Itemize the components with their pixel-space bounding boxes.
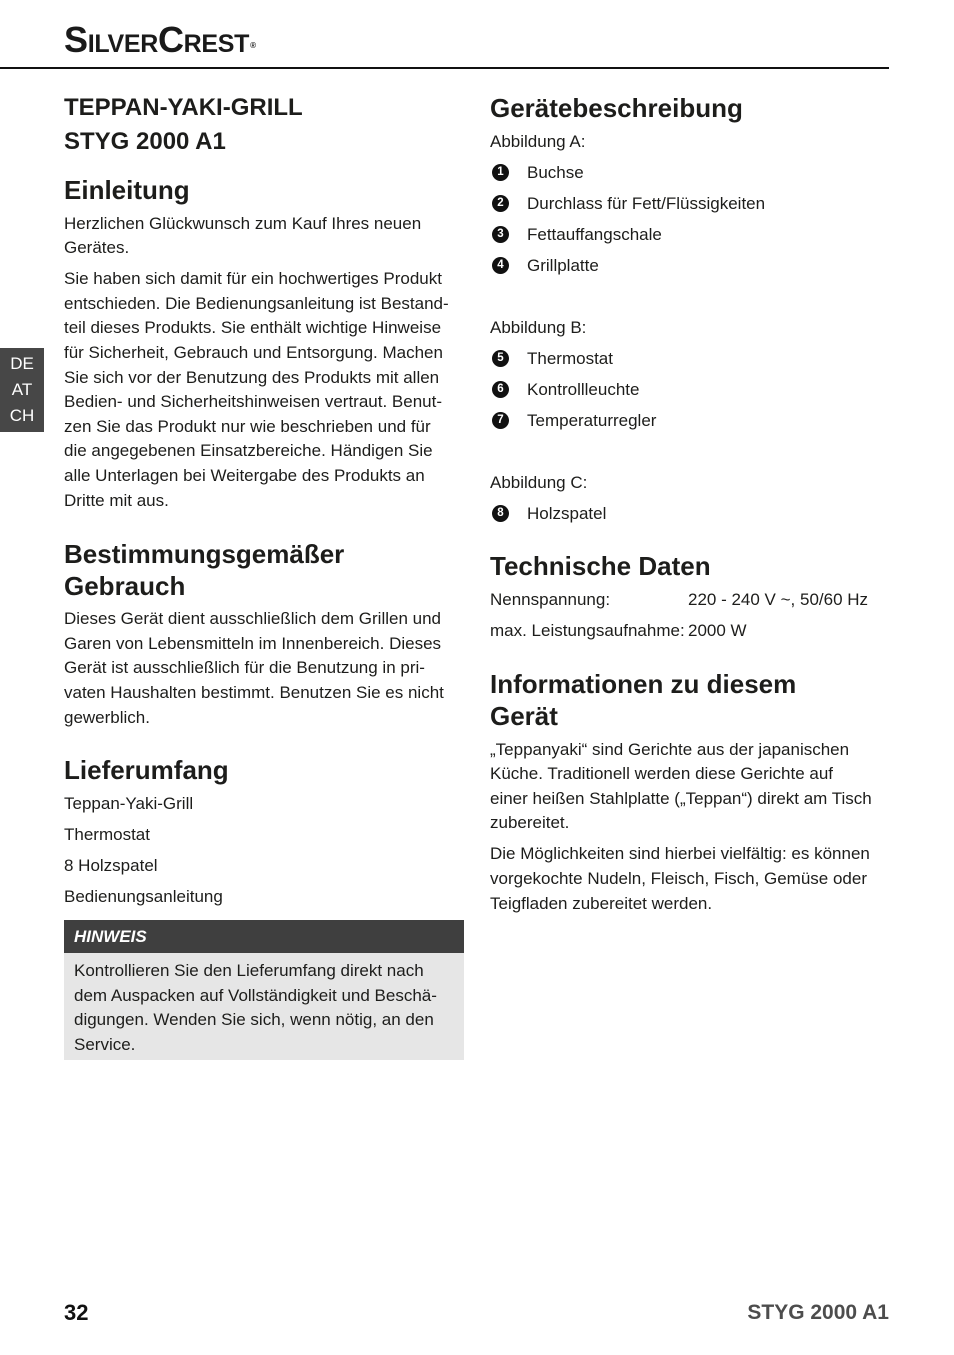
text-line: Sie sich vor der Benutzung des Produkts mit allen <box>64 367 440 387</box>
text-line: gewerblich. <box>64 707 150 727</box>
section-lieferumfang <box>64 754 464 1060</box>
delivery-item: Bedienungsanleitung <box>64 887 223 907</box>
info-paragraph <box>490 738 889 836</box>
delivery-item: Teppan-Yaki-Grill <box>64 794 194 814</box>
number-circle-icon: 8 <box>492 505 509 522</box>
spec-value: 2000 W <box>688 621 747 641</box>
text-line: vorgekochte Nudeln, Fleisch, Fisch, Gemüse oder <box>490 869 868 889</box>
part-name: Holzspatel <box>527 503 607 523</box>
number-circle-icon: 2 <box>492 195 509 212</box>
number-circle-icon: 3 <box>492 226 509 243</box>
part-name: Grillplatte <box>527 255 599 275</box>
part-name: Buchse <box>527 162 584 182</box>
section-bestimmungsgemaesser-gebrauch <box>64 538 464 731</box>
text-line: Teigfladen zubereitet werden. <box>490 893 713 913</box>
text-line: Die Möglichkeiten sind hierbei vielfältig: es können <box>490 844 870 864</box>
note-title: HINWEIS <box>64 920 464 953</box>
text-line: Garen von Lebensmitteln im Innenbereich. Dieses <box>64 633 442 653</box>
intended-use-paragraph <box>64 607 464 730</box>
text-line: vaten Haushalten bestimmt. Benutzen Sie es nicht <box>64 682 444 702</box>
figure-label: Abbildung B: <box>490 317 587 337</box>
note-text <box>64 953 464 1060</box>
heading-line: Gerät <box>490 700 558 731</box>
intro-paragraph <box>64 267 464 513</box>
part-name: Fettauffangschale <box>527 224 662 244</box>
number-circle-icon: 1 <box>492 164 509 181</box>
text-line: Herzlichen Glückwunsch zum Kauf Ihres neuen <box>64 213 422 233</box>
part-item <box>490 192 889 217</box>
section-heading: Lieferumfang <box>64 755 229 786</box>
right-column <box>490 92 889 923</box>
text-line: die angegebenen Einsatzbereiche. Händigen Sie <box>64 441 433 461</box>
number-circle-icon: 7 <box>492 412 509 429</box>
text-line: Gerätes. <box>64 238 130 258</box>
footer-model-name: STYG 2000 A1 <box>747 1301 889 1324</box>
intro-paragraph <box>64 212 464 261</box>
section-geraetebeschreibung <box>490 92 889 526</box>
part-item <box>490 223 889 248</box>
text-line: Kontrollieren Sie den Lieferumfang direkt nach <box>74 961 424 981</box>
spec-row-power <box>490 619 889 644</box>
text-line: Bedien- und Sicherheitshinweisen vertraut. Benut- <box>64 392 442 412</box>
part-item <box>490 502 889 527</box>
spec-label: Nennspannung: <box>490 590 611 610</box>
text-line: Dritte mit aus. <box>64 490 169 510</box>
delivery-item: Thermostat <box>64 825 150 845</box>
spec-value: 220 - 240 V ~, 50/60 Hz <box>688 590 869 610</box>
text-line: teil dieses Produkts. Sie enthält wichtige Hinweise <box>64 318 442 338</box>
part-item <box>490 161 889 186</box>
text-line: Küche. Traditionell werden diese Gerichte auf <box>490 764 834 784</box>
text-line: für Sicherheit, Gebrauch und Entsorgung. Machen <box>64 343 443 363</box>
text-line: Service. <box>74 1034 136 1054</box>
language-code-at: AT <box>11 380 33 399</box>
section-heading <box>490 668 889 732</box>
header-rule <box>0 67 889 69</box>
number-circle-icon: 6 <box>492 381 509 398</box>
text-line: alle Unterlagen bei Weitergabe des Produkts an <box>64 466 425 486</box>
text-line: zubereitet. <box>490 813 570 833</box>
language-code-de: DE <box>10 354 34 373</box>
text-line: einer heißen Stahlplatte („Teppan“) direkt am Tisch <box>490 788 872 808</box>
part-item <box>490 254 889 279</box>
section-heading: Einleitung <box>64 175 190 205</box>
page-number: 32 <box>64 1300 89 1325</box>
text-line: dem Auspacken auf Vollständigkeit und Beschä- <box>74 985 437 1005</box>
part-item <box>490 378 889 403</box>
heading-line: Gebrauch <box>64 570 186 601</box>
heading-line: Bestimmungsgemäßer <box>64 538 345 569</box>
section-informationen <box>490 668 889 916</box>
text-line: zen Sie das Produkt nur wie beschrieben und für <box>64 416 431 436</box>
text-line: digungen. Wenden Sie sich, wenn nötig, an den <box>74 1010 434 1030</box>
part-name: Thermostat <box>527 348 613 368</box>
logo-wordmark: SilverCrest <box>64 19 250 60</box>
note-box <box>64 920 464 1060</box>
title-line: STYG 2000 A1 <box>64 128 226 155</box>
part-item <box>490 409 889 434</box>
figure-label: Abbildung A: <box>490 131 586 151</box>
text-line: „Teppanyaki“ sind Gerichte aus der japanischen <box>490 739 850 759</box>
spec-row-voltage <box>490 588 889 613</box>
number-circle-icon: 5 <box>492 350 509 367</box>
language-tab <box>0 348 44 432</box>
section-heading <box>64 538 464 602</box>
section-technische-daten <box>490 550 889 643</box>
part-item <box>490 347 889 372</box>
registered-trademark-mark: ® <box>250 41 256 50</box>
number-circle-icon: 4 <box>492 257 509 274</box>
brand-logo <box>64 19 256 60</box>
title-line: TEPPAN-YAKI-GRILL <box>64 94 303 121</box>
text-line: Sie haben sich damit für ein hochwertiges Produkt <box>64 269 442 289</box>
spec-label: max. Leistungsaufnahme: <box>490 621 685 641</box>
part-name: Kontrollleuchte <box>527 379 640 399</box>
heading-line: Informationen zu diesem <box>490 668 797 699</box>
left-column <box>64 91 464 1060</box>
info-paragraph <box>490 842 889 916</box>
language-code-ch: CH <box>9 406 35 425</box>
part-name: Durchlass für Fett/Flüssigkeiten <box>527 193 766 213</box>
delivery-item: 8 Holzspatel <box>64 856 158 876</box>
section-einleitung <box>64 174 464 513</box>
text-line: Gerät ist ausschließlich für die Benutzung in pri- <box>64 658 425 678</box>
text-line: entschieden. Die Bedienungsanleitung ist Bestand- <box>64 293 449 313</box>
figure-label: Abbildung C: <box>490 472 588 492</box>
text-line: Dieses Gerät dient ausschließlich dem Grillen und <box>64 609 442 629</box>
section-heading: Gerätebeschreibung <box>490 93 743 123</box>
part-name: Temperaturregler <box>527 410 657 430</box>
product-title <box>64 91 464 159</box>
section-heading: Technische Daten <box>490 551 711 582</box>
